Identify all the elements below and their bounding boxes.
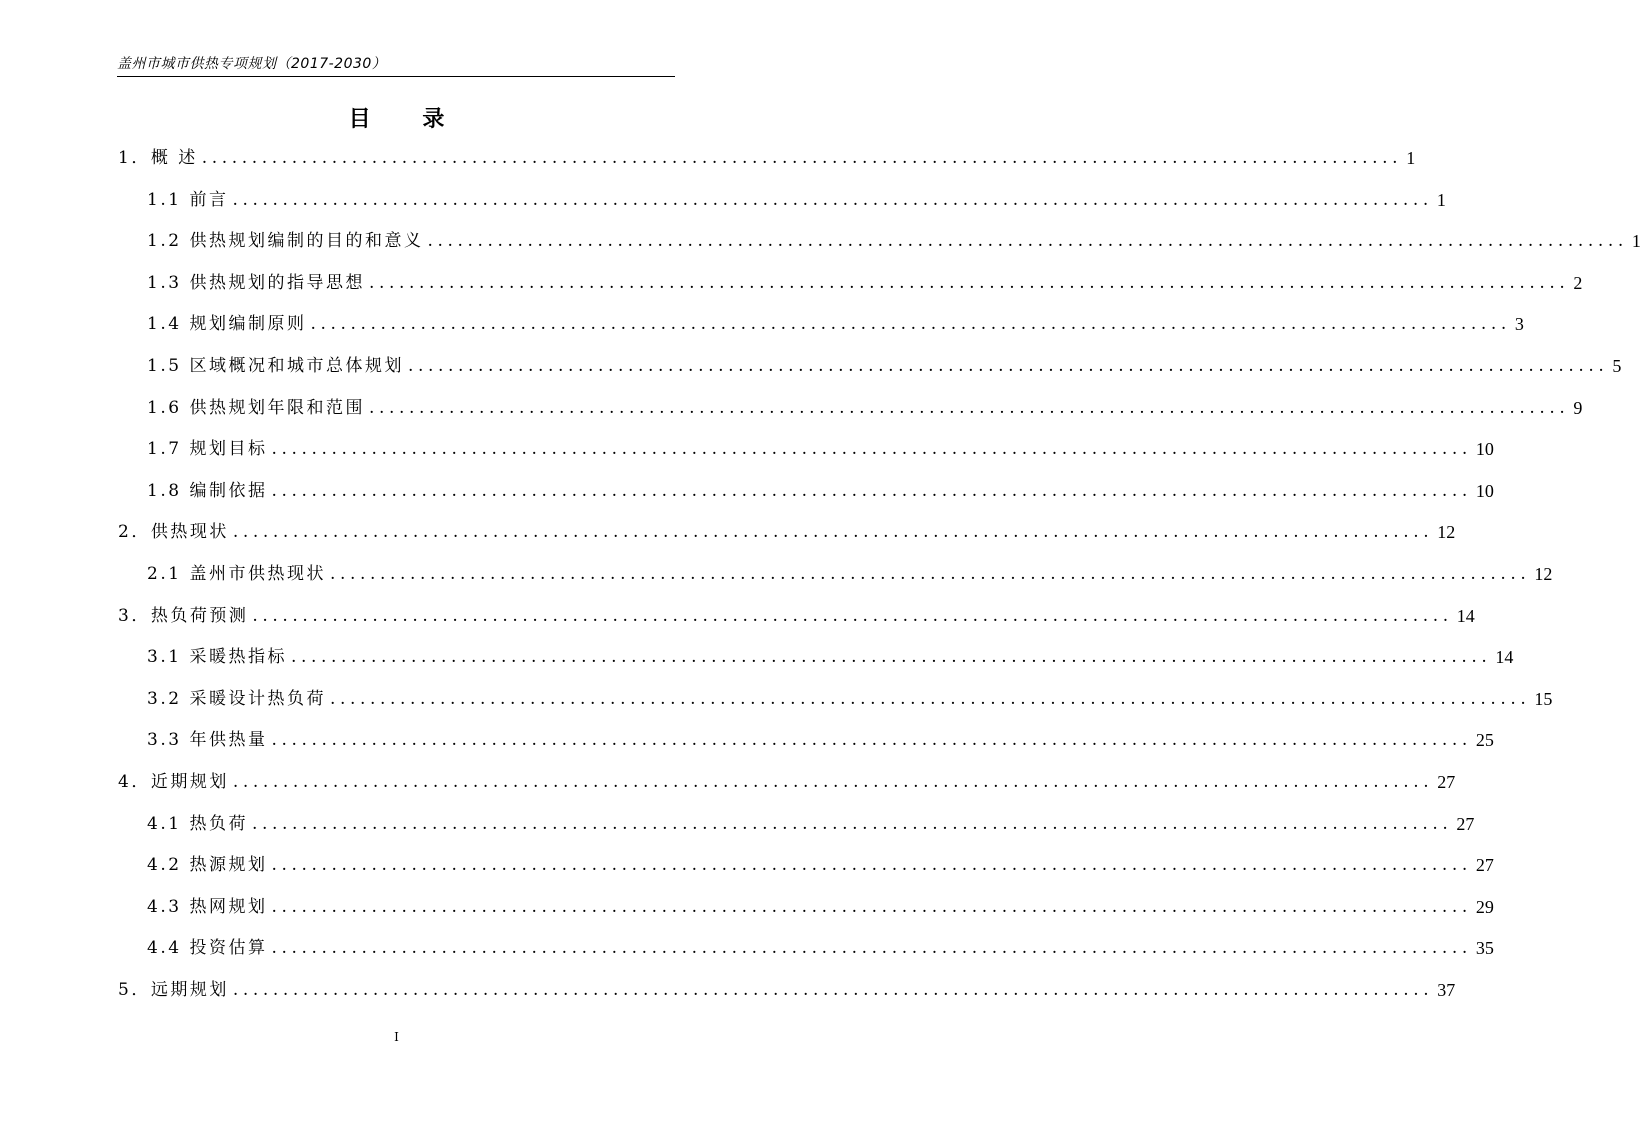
toc-entry-label: 3.2 采暖设计热负荷 — [147, 688, 326, 709]
toc-dot-leader: ........................................................................................................................ — [271, 439, 1472, 460]
toc-entry-label: 1．概 述 — [118, 148, 198, 168]
toc-entry-label: 4.4 投资估算 — [147, 938, 268, 959]
toc-dot-leader: ........................................................................................................................ — [232, 980, 1434, 1000]
toc-entry-label: 1.8 编制依据 — [147, 480, 268, 501]
toc-dot-leader: ........................................................................................................................ — [271, 480, 1472, 501]
toc-entry-page: 9 — [1573, 397, 1583, 418]
toc-entry[interactable] — [118, 604, 1475, 628]
toc-entry[interactable] — [147, 895, 1494, 919]
toc-entry-label: 5．远期规划 — [118, 980, 229, 1000]
page-number: I — [394, 1030, 399, 1044]
toc-entry-page: 1 — [1631, 231, 1641, 252]
toc-entry-page: 25 — [1475, 730, 1494, 751]
toc-entry[interactable] — [147, 354, 1622, 378]
toc-entry[interactable] — [147, 645, 1514, 669]
toc-entry-page: 27 — [1475, 855, 1494, 876]
toc-entry[interactable] — [147, 229, 1641, 253]
toc-entry[interactable] — [118, 520, 1456, 544]
toc-entry-label: 3．热负荷预测 — [118, 605, 249, 626]
toc-dot-leader: ........................................................................................................................ — [427, 231, 1628, 252]
toc-entry-label: 2.1 盖州市供热现状 — [147, 564, 326, 584]
toc-dot-leader: ........................................................................................................................ — [368, 272, 1570, 293]
toc-dot-leader: ........................................................................................................................ — [252, 605, 1453, 626]
toc-entry-page: 29 — [1475, 896, 1494, 917]
toc-dot-leader: ........................................................................................................................ — [368, 397, 1570, 418]
toc-dot-leader: ........................................................................................................................ — [271, 855, 1472, 876]
toc-entry[interactable] — [147, 312, 1524, 336]
toc-title: 目 录 — [348, 107, 467, 132]
toc-entry-page: 35 — [1475, 938, 1494, 959]
toc-entry[interactable] — [118, 770, 1456, 794]
toc-dot-leader: ........................................................................................................................ — [407, 356, 1609, 376]
toc-entry-label: 4.3 热网规划 — [147, 896, 268, 917]
toc-entry-page: 27 — [1456, 813, 1475, 834]
toc-entry-page: 14 — [1456, 605, 1475, 626]
toc-dot-leader: ........................................................................................................................ — [329, 688, 1531, 709]
toc-entry[interactable] — [147, 271, 1583, 295]
toc-entry-label: 3.3 年供热量 — [147, 730, 268, 751]
toc-dot-leader: ........................................................................................................................ — [290, 647, 1492, 668]
header-title: 盖州市城市供热专项规划（2017-2030） — [117, 56, 387, 72]
toc-entry[interactable] — [147, 437, 1494, 461]
toc-dot-leader: ........................................................................................................................ — [271, 730, 1472, 751]
toc-entry-label: 4.2 热源规划 — [147, 855, 268, 876]
toc-entry[interactable] — [147, 479, 1494, 503]
toc-entry-page: 1 — [1406, 148, 1416, 168]
toc-entry[interactable] — [147, 562, 1553, 586]
toc-dot-leader: ........................................................................................................................ — [271, 938, 1472, 959]
toc-entry-page: 37 — [1437, 980, 1456, 1000]
toc-entry[interactable] — [147, 188, 1446, 212]
toc-entry-label: 4.1 热负荷 — [147, 813, 248, 834]
toc-entry[interactable] — [118, 978, 1456, 1002]
toc-entry-page: 27 — [1437, 772, 1456, 792]
toc-entry-page: 10 — [1475, 480, 1494, 501]
toc-entry-label: 3.1 采暖热指标 — [147, 647, 287, 668]
toc-entry[interactable] — [147, 812, 1475, 836]
toc-entry-label: 1.4 规划编制原则 — [147, 314, 307, 335]
toc-dot-leader: ........................................................................................................................ — [232, 772, 1434, 792]
toc-entry[interactable] — [147, 396, 1583, 420]
toc-entry-page: 15 — [1534, 688, 1553, 709]
toc-entry-label: 1.7 规划目标 — [147, 439, 268, 460]
toc-entry-label: 1.3 供热规划的指导思想 — [147, 272, 365, 293]
toc-entry[interactable] — [147, 728, 1494, 752]
toc-dot-leader: ........................................................................................................................ — [232, 189, 1433, 210]
toc-entry-label: 1.1 前言 — [147, 189, 229, 210]
toc-entry-page: 10 — [1475, 439, 1494, 460]
toc-entry-page: 1 — [1436, 189, 1446, 210]
toc-entry-label: 1.2 供热规划编制的目的和意义 — [147, 231, 424, 252]
toc-entry-page: 12 — [1437, 522, 1456, 543]
toc-dot-leader: ........................................................................................................................ — [271, 896, 1472, 917]
toc-entry-page: 3 — [1514, 314, 1524, 335]
toc-entry-page: 12 — [1534, 564, 1553, 584]
toc-entry[interactable] — [147, 687, 1553, 711]
toc-dot-leader: ........................................................................................................................ — [232, 522, 1434, 543]
toc-entry[interactable] — [147, 936, 1494, 960]
toc-dot-leader: ........................................................................................................................ — [251, 813, 1453, 834]
toc-entry-label: 1.6 供热规划年限和范围 — [147, 397, 365, 418]
toc-entry[interactable] — [147, 853, 1494, 877]
toc-entry-label: 1.5 区域概况和城市总体规划 — [147, 356, 404, 376]
toc-dot-leader: ........................................................................................................................ — [310, 314, 1511, 335]
toc-entry-label: 4．近期规划 — [118, 772, 229, 792]
toc-entry-page: 2 — [1573, 272, 1583, 293]
toc-entry[interactable] — [118, 146, 1416, 170]
toc-entry-page: 5 — [1612, 356, 1622, 376]
toc-entry-page: 14 — [1495, 647, 1514, 668]
toc-dot-leader: ........................................................................................................................ — [201, 148, 1403, 168]
toc-dot-leader: ........................................................................................................................ — [329, 564, 1531, 584]
toc-entry-label: 2．供热现状 — [118, 522, 229, 543]
